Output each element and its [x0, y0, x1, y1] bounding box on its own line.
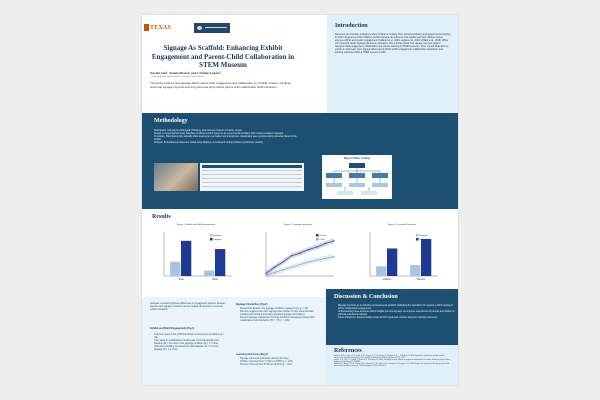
poster-affiliation: ¹ Center for Applied Cognitive Science, University of Texas at Austin	[150, 76, 204, 78]
map-diagram	[322, 155, 392, 199]
data-point	[291, 255, 292, 256]
discussion-section	[326, 289, 458, 345]
legend-label: Child	[319, 239, 325, 242]
methodology-heading: Methodology	[154, 118, 188, 124]
data-point	[308, 261, 309, 262]
figure-2-title: Figure 2. Signage Interaction	[283, 224, 313, 226]
bar	[204, 271, 214, 277]
map-title: Map of Video Coding	[344, 157, 370, 160]
bar	[421, 239, 431, 276]
list-item: • Time spent on collaborative building was more than double from baseline (M = 3.9 mins) to the signage condition (M = 7.7 mins).	[154, 340, 226, 346]
research-poster	[142, 15, 458, 385]
data-point	[282, 269, 283, 270]
bar	[376, 266, 386, 276]
data-point	[274, 267, 275, 268]
methodology-line: Analysis: 30 audiovisual data were coded using Datavyu, a behavioral coding software (preliminary results).	[154, 142, 264, 144]
figure-2-card	[256, 223, 340, 289]
list-item: • Total time spent in the exhibit remained similar across conditions (p = .92).	[154, 334, 226, 340]
figure-3-chart	[360, 228, 444, 286]
lab-logo	[194, 23, 230, 33]
legend-swatch	[316, 234, 319, 237]
legend-swatch	[416, 234, 419, 237]
introduction-heading: Introduction	[335, 23, 368, 29]
data-point	[316, 246, 317, 247]
x-tick-label: Build	[212, 278, 218, 281]
legend-label: Signage	[419, 239, 428, 242]
reference-item: Callanan, M. A., Legare, C. H., Sobel, D. M., Jaeger, G. J., Letourneau, S., McHugh, S. R., ... & Watson, J. (2020). Exploration, explanation, and parent-child interaction in museums. Monographs of the Society for Research in Child Development, 85(1), 7-137.	[334, 356, 445, 360]
poster-header	[150, 25, 296, 109]
legend-swatch	[210, 238, 213, 241]
legend-swatch	[316, 238, 319, 241]
bar	[170, 262, 180, 276]
poster-title: Signage As Scaffold: Enhancing Exhibit Engagement and Parent-Child Collaboration in STEM Museum	[151, 44, 295, 69]
coding-scheme-table	[200, 163, 304, 191]
discussion-list	[334, 305, 456, 320]
legend-label: Parent	[319, 235, 326, 238]
data-point	[291, 267, 292, 268]
list-item: • Parent-child dyads in the signage condition engaged more (n = 31).	[240, 308, 320, 311]
data-point	[325, 243, 326, 244]
list-item: • Parents improved from 8.74% to 29.52% (p < .001).	[240, 364, 320, 367]
references-section	[326, 345, 458, 385]
findings-middle-panel	[232, 297, 326, 385]
results-heading: Results	[152, 214, 171, 220]
methodology-text	[154, 130, 304, 145]
reference-item: Legare, C. H., Sol, Y. Y., Barger, J., Romero, K., & Kermani, N. (2024). Designing museum exhibits to support the development of scientific thinking in young children. Frontiers in Psychology, 15, 1342567.	[334, 360, 451, 364]
discussion-heading: Discussion & Conclusion	[334, 294, 398, 300]
table-row	[202, 170, 302, 171]
methodology-line: Participants: 120 parent-child dyads (Thinkery, local science museum in Austin, Texas).	[154, 130, 243, 132]
exhibit-engagement-subhead: Exhibit and Build Engagement (Fig.1)	[150, 327, 195, 330]
data-point	[333, 240, 334, 241]
data-point	[299, 253, 300, 254]
data-point	[299, 264, 300, 265]
data-point	[274, 272, 275, 273]
reference-item: Willard, A. K., Busch, J. T. A., Cullum, K. A., Letourneau, S. M., Sobel, D. M., Callanan, M., & Legare, C. H. (2019). Explain this, explore that: A study of parent-child interaction in a children's museum. Child Development, 90(5), e598-e617.	[334, 364, 449, 368]
table-row	[202, 186, 302, 187]
introduction-text: Museums are incredible institutions where children's curiosity drive natural exploration and support active learning for both caregivers and their children. Exhibit signage can influence how parents and their children explore science exhibits and sustain engagement (Callanan et al., 2020; Legare et al., 2024; Willard et al., 2019). While prior research shows signage influences exploration, little is known about how signage can best support caregiver-child engagement, collaboration and science learning in STEM museums. Thus, current study aims to explore in what ways does signage affect parent-child's exhibit engagement, collaborative interactions and learning outcomes within a STEM museum exhibit.	[335, 34, 451, 54]
figure-1-card	[154, 223, 238, 289]
figure-1-title: Figure 1. Exhibit and Build Engagement	[176, 224, 216, 226]
learning-outcomes-list	[236, 358, 320, 367]
video-coding-map	[322, 155, 392, 199]
list-item: • Child-alone building increased four-fold (baseline: M = 0.3 mins; signage: M = 1.3 mins).	[154, 346, 226, 352]
list-item: • Parents engaged more with signage than children in both visual attention (looking) and verbal processing (repeating signage information).	[240, 311, 320, 317]
exhibit-photo	[154, 163, 198, 191]
list-item: • Understanding these dynamics offers insights into how signage can improve experiences of parents and children in informal educational settings.	[338, 311, 456, 317]
references-heading: References	[334, 348, 362, 354]
table-row	[202, 174, 302, 175]
table-header-row	[202, 165, 302, 168]
bar	[410, 265, 420, 276]
ut-tower-logo-icon	[144, 24, 149, 31]
bar	[181, 241, 191, 276]
poster-abstract: This study explores how signage affects parent-child engagement and collaboration in a STEM museum. Findings show that signage improves learning outcomes and predicts parent-child collaborative build interaction.	[150, 81, 291, 89]
methodology-section	[142, 113, 458, 209]
university-logo: TEXAS	[150, 25, 172, 31]
findings-summary: Analyses revealed significant differences in engagement patterns between baseline and signage conditions across multiple dimensions of museum exhibit interaction.	[150, 303, 226, 311]
bar	[215, 249, 225, 276]
legend-label: Baseline	[213, 235, 222, 238]
legend-swatch	[416, 238, 419, 241]
methodology-line: Design: A mixed-method study. Baseline condition (control group) vs an experimental condition (with custom-designed signage).	[154, 133, 284, 135]
data-point	[316, 260, 317, 261]
legend-label: Signage	[213, 239, 222, 242]
data-point	[265, 275, 266, 276]
table-row	[202, 178, 302, 179]
x-tick-label: Parents	[416, 278, 426, 281]
list-item: • Children improved from 7.74% to 21.88% (p = .076).	[240, 361, 320, 364]
introduction-section	[327, 15, 458, 113]
list-item: • Future Directions: Expand coding across all 120 dyads and examine long-term learning outcomes.	[338, 317, 456, 320]
legend-label: Baseline	[419, 235, 428, 238]
findings-left-panel	[142, 297, 232, 385]
methodology-line: Procedure: Participants play naturally while wearing an eye tracker and microphone. Interactions were recorded using cameras placed in the exhibit.	[154, 136, 297, 141]
data-point	[308, 249, 309, 250]
data-point	[282, 261, 283, 262]
list-item: • Parents' signage engagement strongly predicted subsequent parent-child collaborative build interaction (R² = .79, p < .001).	[240, 317, 320, 323]
bar	[387, 248, 397, 276]
references-list	[334, 356, 452, 369]
signage-interaction-subhead: Signage Interaction (Fig.2)	[236, 303, 268, 306]
signage-interaction-list	[236, 308, 320, 323]
lab-logo-text-line	[205, 27, 227, 28]
data-point	[325, 258, 326, 259]
figure-1-chart	[154, 228, 238, 286]
list-item: • Signage enhanced build parts naming accuracy.	[240, 358, 320, 361]
exhibit-engagement-list	[150, 334, 226, 352]
list-item: • Signage functions as an effective developmental scaffold, facilitating the transition from passive exhibit viewing to active collaborative engagement.	[338, 305, 456, 311]
lab-logo-icon	[197, 26, 202, 30]
figure-3-card	[360, 223, 444, 289]
table-row	[202, 182, 302, 183]
figure-3-title: Figure 3. Learning Outcomes	[387, 224, 417, 226]
legend-swatch	[210, 234, 213, 237]
figure-2-chart	[256, 228, 340, 286]
data-point	[333, 256, 334, 257]
learning-outcomes-subhead: Learning Outcomes (Fig.3)	[236, 353, 268, 356]
x-tick-label: Children	[382, 278, 392, 281]
poster-authors: Nee Ra Oei¹, Yomei Zhaoyi¹ and Cristine Legare¹	[150, 71, 221, 75]
x-tick-label: Total	[178, 278, 184, 281]
